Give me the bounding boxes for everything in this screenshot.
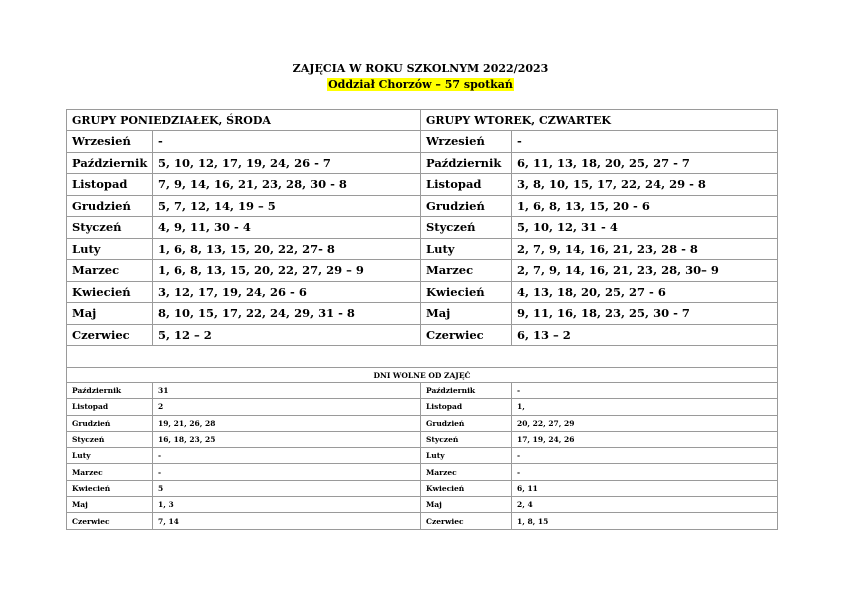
left-dates: 5, 7, 12, 14, 19 – 5: [153, 195, 421, 217]
page-title: ZAJĘCIA W ROKU SZKOLNYM 2022/2023: [292, 62, 549, 75]
right-days-off: 17, 19, 24, 26: [512, 431, 778, 447]
left-month: Listopad: [67, 174, 153, 196]
left-dates: 1, 6, 8, 13, 15, 20, 22, 27, 29 – 9: [153, 260, 421, 282]
branch-subtitle: Oddział Chorzów – 57 spotkań: [328, 78, 513, 91]
right-month: Październik: [421, 152, 512, 174]
days-off-row: [67, 383, 778, 399]
right-days-off: -: [512, 448, 778, 464]
spacer-cell: [67, 346, 778, 368]
days-off-row: [67, 415, 778, 431]
left-month: Czerwiec: [67, 513, 153, 529]
right-days-off: 6, 11: [512, 480, 778, 496]
schedule-row: [67, 303, 778, 325]
schedule-row: [67, 238, 778, 260]
right-month: Maj: [421, 497, 512, 513]
schedule-row: [67, 174, 778, 196]
schedule-header-row: [67, 110, 778, 131]
right-month: Wrzesień: [421, 131, 512, 153]
left-month: Październik: [67, 152, 153, 174]
right-month: Luty: [421, 238, 512, 260]
schedule-row: [67, 324, 778, 346]
left-month: Maj: [67, 303, 153, 325]
left-days-off: 1, 3: [153, 497, 421, 513]
left-dates: 8, 10, 15, 17, 22, 24, 29, 31 - 8: [153, 303, 421, 325]
left-days-off: 5: [153, 480, 421, 496]
left-days-off: 31: [153, 383, 421, 399]
left-month: Grudzień: [67, 415, 153, 431]
right-month: Czerwiec: [421, 513, 512, 529]
left-days-off: 19, 21, 26, 28: [153, 415, 421, 431]
days-off-row: [67, 448, 778, 464]
right-days-off: -: [512, 464, 778, 480]
right-month: Styczeń: [421, 217, 512, 239]
left-dates: 1, 6, 8, 13, 15, 20, 22, 27- 8: [153, 238, 421, 260]
left-group-header: GRUPY PONIEDZIAŁEK, ŚRODA: [67, 110, 421, 131]
schedule-row: [67, 195, 778, 217]
days-off-row: [67, 497, 778, 513]
right-month: Marzec: [421, 464, 512, 480]
right-month: Styczeń: [421, 431, 512, 447]
right-days-off: 1, 8, 15: [512, 513, 778, 529]
left-dates: 3, 12, 17, 19, 24, 26 - 6: [153, 281, 421, 303]
left-month: Styczeń: [67, 217, 153, 239]
right-month: Grudzień: [421, 415, 512, 431]
left-dates: 4, 9, 11, 30 - 4: [153, 217, 421, 239]
right-dates: 6, 13 – 2: [512, 324, 778, 346]
left-month: Październik: [67, 383, 153, 399]
left-dates: 7, 9, 14, 16, 21, 23, 28, 30 - 8: [153, 174, 421, 196]
days-off-row: [67, 399, 778, 415]
right-dates: 1, 6, 8, 13, 15, 20 - 6: [512, 195, 778, 217]
left-dates: 5, 12 – 2: [153, 324, 421, 346]
right-month: Luty: [421, 448, 512, 464]
right-month: Kwiecień: [421, 480, 512, 496]
left-month: Maj: [67, 497, 153, 513]
right-month: Listopad: [421, 399, 512, 415]
left-month: Kwiecień: [67, 281, 153, 303]
right-dates: 4, 13, 18, 20, 25, 27 - 6: [512, 281, 778, 303]
left-month: Marzec: [67, 260, 153, 282]
right-dates: 2, 7, 9, 14, 16, 21, 23, 28, 30– 9: [512, 260, 778, 282]
left-month: Marzec: [67, 464, 153, 480]
right-dates: 2, 7, 9, 14, 16, 21, 23, 28 - 8: [512, 238, 778, 260]
left-dates: 5, 10, 12, 17, 19, 24, 26 - 7: [153, 152, 421, 174]
right-dates: 5, 10, 12, 31 - 4: [512, 217, 778, 239]
left-dates: -: [153, 131, 421, 153]
schedule-row: [67, 281, 778, 303]
schedule-row: [67, 260, 778, 282]
left-days-off: -: [153, 464, 421, 480]
right-month: Kwiecień: [421, 281, 512, 303]
left-month: Styczeń: [67, 431, 153, 447]
right-group-header: GRUPY WTOREK, CZWARTEK: [421, 110, 778, 131]
left-month: Czerwiec: [67, 324, 153, 346]
left-month: Wrzesień: [67, 131, 153, 153]
right-month: Grudzień: [421, 195, 512, 217]
days-off-row: [67, 513, 778, 529]
left-month: Listopad: [67, 399, 153, 415]
right-dates: 9, 11, 16, 18, 23, 25, 30 - 7: [512, 303, 778, 325]
right-dates: -: [512, 131, 778, 153]
left-days-off: 16, 18, 23, 25: [153, 431, 421, 447]
right-dates: 3, 8, 10, 15, 17, 22, 24, 29 - 8: [512, 174, 778, 196]
schedule-row: [67, 152, 778, 174]
schedule-table: [66, 109, 778, 530]
days-off-header: DNI WOLNE OD ZAJĘĆ: [67, 368, 778, 383]
left-days-off: 2: [153, 399, 421, 415]
schedule-row: [67, 217, 778, 239]
right-days-off: -: [512, 383, 778, 399]
subtitle-line: [0, 77, 841, 92]
left-month: Luty: [67, 448, 153, 464]
left-days-off: 7, 14: [153, 513, 421, 529]
days-off-row: [67, 464, 778, 480]
right-month: Maj: [421, 303, 512, 325]
spacer-row: [67, 346, 778, 368]
right-days-off: 2, 4: [512, 497, 778, 513]
right-days-off: 20, 22, 27, 29: [512, 415, 778, 431]
right-month: Marzec: [421, 260, 512, 282]
right-month: Październik: [421, 383, 512, 399]
days-off-row: [67, 431, 778, 447]
left-month: Luty: [67, 238, 153, 260]
days-off-header-row: [67, 368, 778, 383]
right-month: Czerwiec: [421, 324, 512, 346]
days-off-row: [67, 480, 778, 496]
right-days-off: 1,: [512, 399, 778, 415]
schedule-row: [67, 131, 778, 153]
right-month: Listopad: [421, 174, 512, 196]
right-dates: 6, 11, 13, 18, 20, 25, 27 - 7: [512, 152, 778, 174]
left-month: Kwiecień: [67, 480, 153, 496]
left-month: Grudzień: [67, 195, 153, 217]
left-days-off: -: [153, 448, 421, 464]
